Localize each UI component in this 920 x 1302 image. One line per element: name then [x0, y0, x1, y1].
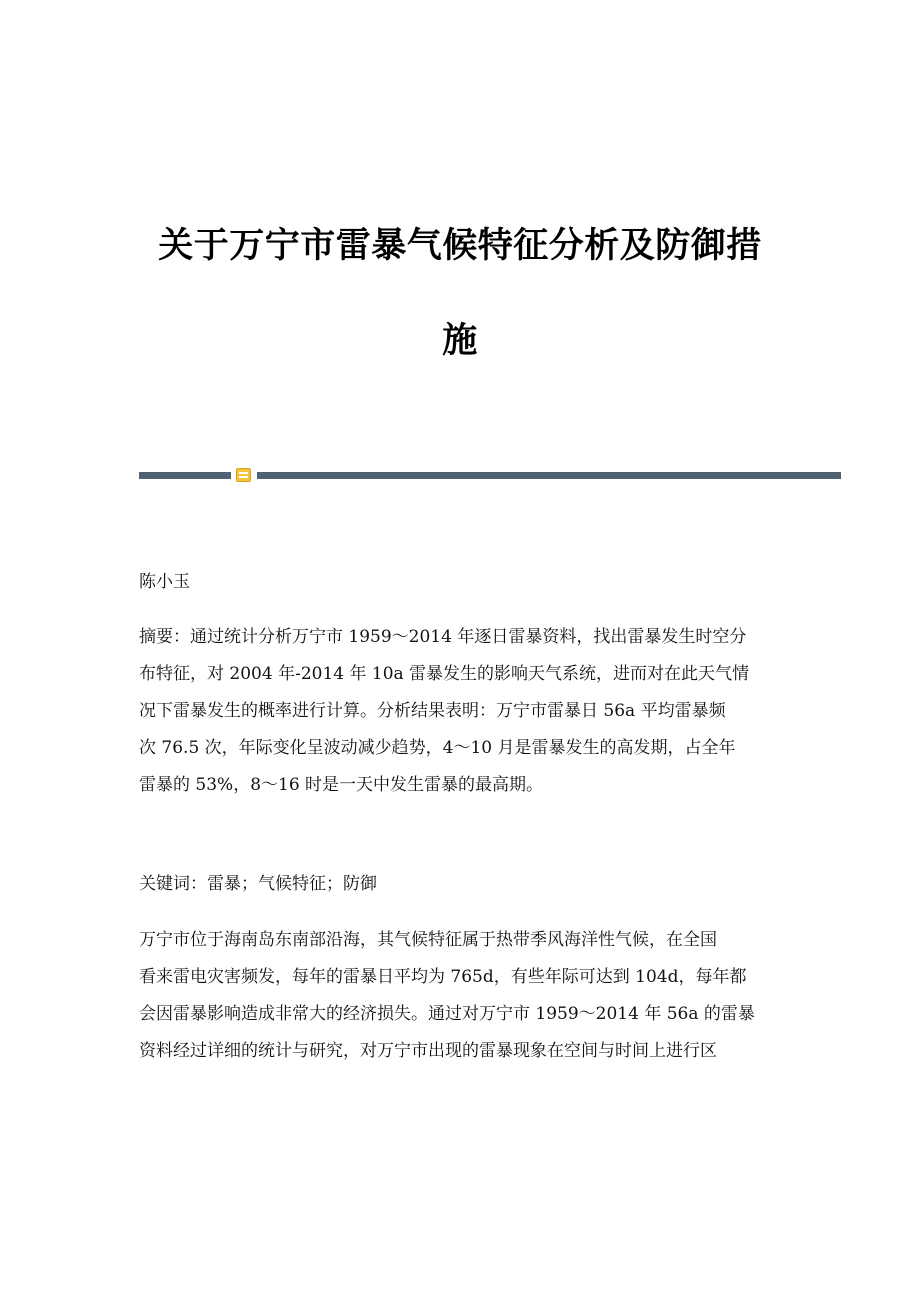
body-line: 看来雷电灾害频发，每年的雷暴日平均为 765d，有些年际可达到 104d，每年都	[139, 967, 747, 987]
document-title-line-2: 施	[442, 320, 478, 361]
body-line: 会因雷暴影响造成非常大的经济损失。通过对万宁市 1959～2014 年 56a 的雷暴	[139, 1004, 755, 1024]
document-badge-icon	[236, 468, 251, 482]
abstract-line: 摘要：通过统计分析万宁市 1959～2014 年逐日雷暴资料，找出雷暴发生时空分	[139, 627, 747, 647]
abstract-line: 雷暴的 53%，8～16 时是一天中发生雷暴的最高期。	[139, 775, 544, 795]
document-title-line-1: 关于万宁市雷暴气候特征分析及防御措	[158, 225, 762, 266]
abstract-line: 布特征，对 2004 年-2014 年 10a 雷暴发生的影响天气系统，进而对在此天气情	[139, 664, 750, 684]
abstract-line: 次 76.5 次，年际变化呈波动减少趋势，4～10 月是雷暴发生的高发期，占全年	[139, 738, 736, 758]
abstract-paragraph	[139, 619, 789, 804]
abstract-line: 况下雷暴发生的概率进行计算。分析结果表明：万宁市雷暴日 56a 平均雷暴频	[139, 701, 726, 721]
divider-bar-left	[139, 472, 231, 479]
divider-bar-right	[257, 472, 841, 479]
body-paragraph	[139, 922, 789, 1070]
body-line: 万宁市位于海南岛东南部沿海，其气候特征属于热带季风海洋性气候，在全国	[139, 930, 717, 950]
author-name: 陈小玉	[139, 572, 190, 592]
title-divider	[139, 466, 841, 484]
body-line: 资料经过详细的统计与研究，对万宁市出现的雷暴现象在空间与时间上进行区	[139, 1041, 717, 1061]
keywords-line: 关键词：雷暴；气候特征；防御	[139, 874, 377, 894]
